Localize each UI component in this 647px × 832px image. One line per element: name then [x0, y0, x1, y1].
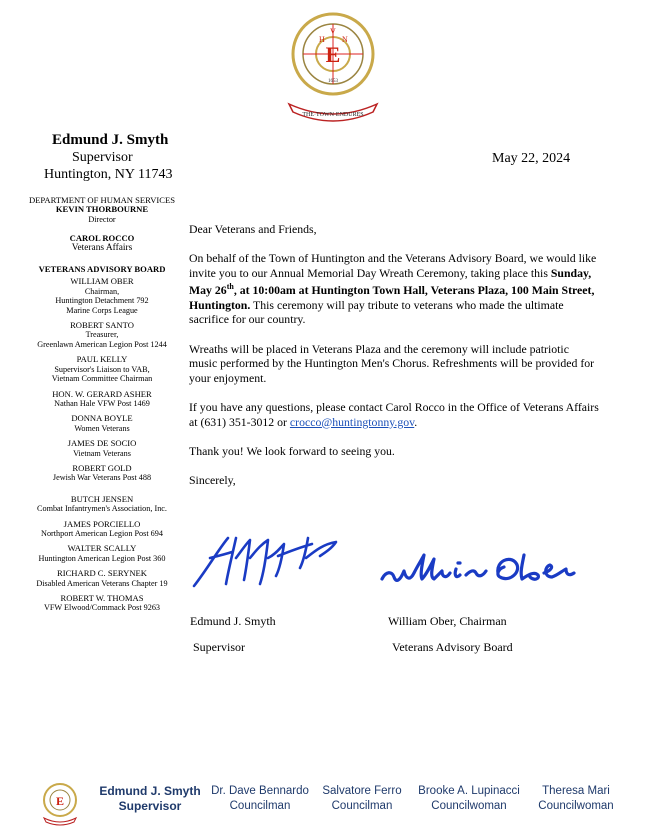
- p1-sup: th: [226, 282, 234, 292]
- svg-text:H: H: [319, 35, 325, 44]
- p3-text-a: If you have any questions, please contact Carol Rocco in the Office of Veterans Affairs at (631) 351-3012 or: [189, 400, 599, 429]
- member-role: Vietnam Veterans: [73, 448, 131, 458]
- member-name: WALTER SCALLY: [67, 543, 137, 554]
- svg-text:N: N: [342, 35, 348, 44]
- signature-smyth-image: [188, 528, 350, 592]
- signatory-left-name: Edmund J. Smyth: [190, 614, 276, 628]
- board-member: [18, 414, 186, 433]
- member-role: Huntington American Legion Post 360: [38, 553, 166, 563]
- footer-councilman-1: [210, 784, 310, 814]
- board-member: [18, 495, 186, 514]
- signatory-right-name: William Ober, Chairman: [388, 614, 507, 628]
- member-role: Supervisor's Liaison to VAB,: [54, 364, 150, 374]
- member-name: JAMES PORCIELLO: [63, 518, 141, 529]
- footer-councilman-2: [318, 784, 406, 814]
- member-role: Jewish War Veterans Post 488: [52, 473, 152, 483]
- member-name: HON. W. GERARD ASHER: [52, 388, 152, 399]
- signature-ober-image: [378, 545, 582, 591]
- board-member: [18, 520, 186, 539]
- p1-text-b: This ceremony will pay tribute to veterans who made the ultimate sacrifice for our country.: [189, 297, 564, 327]
- board-member: [18, 355, 186, 383]
- p1-text-a: On behalf of the Town of Huntington and the Veterans Advisory Board, we would like invite you to our Annual Memorial Day Wreath Ceremony, taking place this: [189, 251, 597, 280]
- board-member: [18, 569, 186, 588]
- supervisor-name: Edmund J. Smyth: [52, 132, 169, 148]
- footer-name: Brooke A. Lupinacci: [418, 785, 520, 797]
- member-role: Northport American Legion Post 694: [41, 528, 163, 538]
- supervisor-city: Huntington, NY 11743: [44, 167, 173, 182]
- member-name: ROBERT GOLD: [72, 462, 132, 473]
- paragraph-3: [189, 400, 599, 429]
- signatory-left-title: Supervisor: [193, 640, 245, 654]
- va-role: Veterans Affairs: [71, 242, 133, 253]
- board-member: [18, 390, 186, 409]
- paragraph-2: Wreaths will be placed in Veterans Plaza and the ceremony will include patriotic music performed by the Huntington Men's Chorus. Refreshments will be provided for your enjoyment.: [189, 341, 595, 385]
- salutation: Dear Veterans and Friends,: [189, 222, 317, 236]
- footer-name: Edmund J. Smyth: [99, 784, 201, 798]
- letter-date: May 22, 2024: [492, 151, 571, 166]
- member-role: Combat Infantrymen's Association, Inc.: [37, 504, 167, 514]
- board-heading: VETERANS ADVISORY BOARD: [38, 264, 166, 275]
- footer-name: Salvatore Ferro: [322, 785, 402, 797]
- supervisor-title: Supervisor: [72, 150, 133, 165]
- p3-text-b: .: [414, 414, 418, 429]
- footer-name: Theresa Mari: [542, 785, 610, 797]
- town-seal-logo: [283, 12, 383, 122]
- footer-councilwoman-2: [530, 784, 622, 814]
- member-role: Greenlawn American Legion Post 1244: [37, 339, 167, 349]
- member-role: Huntington Detachment 792: [55, 296, 149, 306]
- board-member: [18, 464, 186, 483]
- member-name: BUTCH JENSEN: [70, 493, 134, 504]
- va-name: CAROL ROCCO: [69, 233, 135, 244]
- department-name: DEPARTMENT OF HUMAN SERVICES: [28, 195, 176, 205]
- member-name: RICHARD C. SERYNEK: [56, 568, 147, 579]
- board-member: [18, 544, 186, 563]
- footer-officials: [40, 780, 640, 820]
- member-name: DONNA BOYLE: [71, 413, 133, 424]
- member-name: ROBERT W. THOMAS: [60, 593, 144, 603]
- director-name: KEVIN THORBOURNE: [55, 204, 149, 215]
- footer-role: Supervisor: [118, 799, 182, 813]
- board-member: [18, 594, 186, 613]
- member-name: WILLIAM OBER: [70, 276, 134, 287]
- closing: Sincerely,: [189, 473, 236, 488]
- svg-text:V: V: [330, 27, 336, 36]
- member-name: JAMES DE SOCIO: [67, 438, 137, 449]
- member-role: VFW Elwood/Commack Post 9263: [43, 603, 161, 613]
- board-member: [18, 439, 186, 458]
- director-role: Director: [88, 214, 116, 224]
- signatory-right-title: Veterans Advisory Board: [392, 640, 513, 654]
- board-members: [18, 277, 186, 612]
- board-member: [18, 277, 186, 315]
- footer-role: Councilwoman: [431, 800, 507, 812]
- paragraph-4: Thank you! We look forward to seeing you.: [189, 443, 395, 458]
- member-name: ROBERT SANTO: [70, 320, 134, 331]
- footer-name: Dr. Dave Bennardo: [211, 785, 309, 797]
- footer-role: Councilwoman: [538, 800, 614, 812]
- p1-bold-location: , at 10:00am at Huntington Town Hall, Veterans Plaza, 100 Main Street, Huntington.: [189, 283, 595, 312]
- member-name: PAUL KELLY: [76, 354, 128, 365]
- member-role: Marine Corps League: [66, 305, 138, 315]
- member-role: Women Veterans: [74, 423, 130, 433]
- footer-role: Councilman: [229, 800, 291, 812]
- email-link[interactable]: crocco@huntingtonny.gov: [289, 414, 415, 429]
- footer-role: Councilman: [331, 800, 393, 812]
- board-member: [18, 321, 186, 349]
- svg-text:THE·TOWN·ENDURES: THE·TOWN·ENDURES: [302, 112, 364, 118]
- member-role: Chairman,: [84, 286, 120, 296]
- footer-supervisor: [95, 784, 205, 814]
- svg-text:E: E: [325, 42, 341, 67]
- sidebar-board-list: [18, 196, 186, 619]
- svg-text:E: E: [55, 794, 65, 808]
- member-role: Nathan Hale VFW Post 1469: [54, 398, 150, 408]
- paragraph-1: [189, 251, 599, 327]
- svg-text:1653: 1653: [328, 79, 338, 84]
- p1-bold-date: Sunday, May 26: [189, 265, 592, 298]
- member-role: Vietnam Committee Chairman: [51, 374, 153, 384]
- member-role: Treasurer,: [85, 330, 119, 340]
- footer-councilwoman-1: [414, 784, 524, 814]
- letter-body: [189, 222, 599, 502]
- member-role: Disabled American Veterans Chapter 19: [36, 578, 168, 588]
